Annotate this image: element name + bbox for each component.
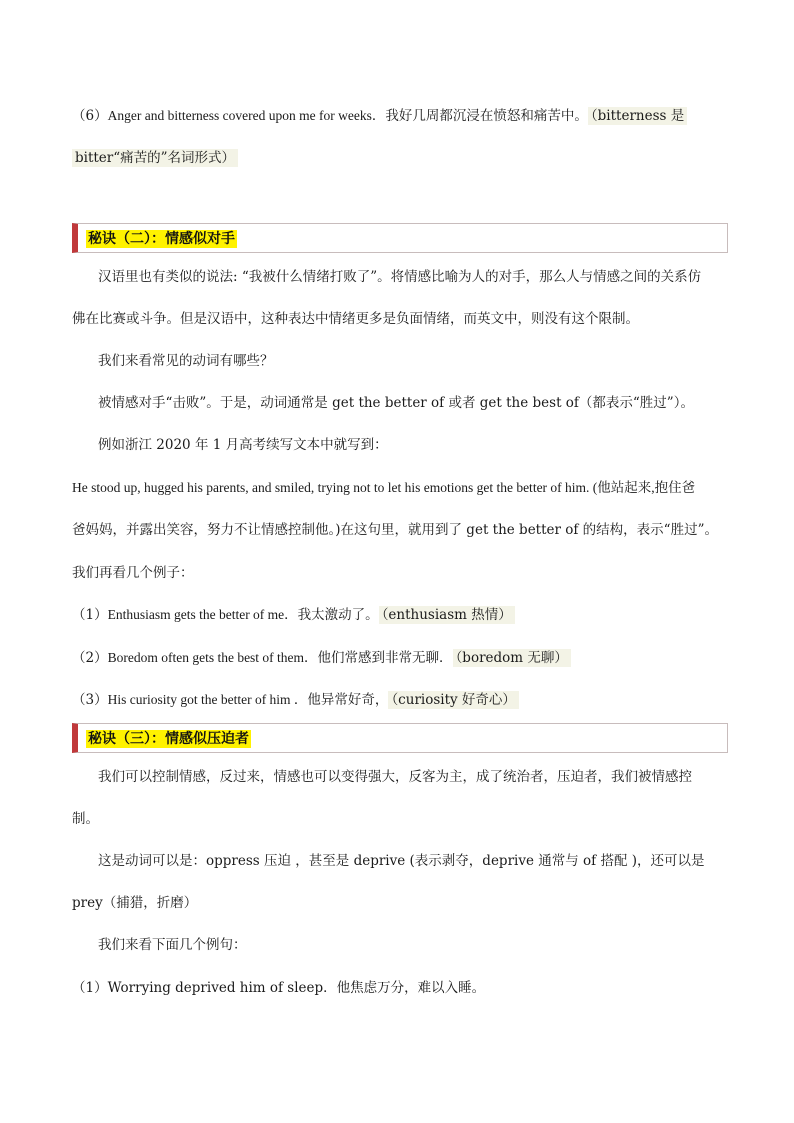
- list-item-text: Enthusiasm gets the better of me．我太激动了。: [107, 607, 379, 622]
- list-item-note: （enthusiasm 热情）: [379, 606, 515, 624]
- example-6-chinese: 我好几周都沉浸在愤怒和痛苦中。: [385, 108, 588, 124]
- example-6-note: （bitterness 是: [588, 107, 687, 125]
- list-item-note: （boredom 无聊）: [453, 649, 571, 667]
- list-item-prefix: （2）: [72, 650, 108, 666]
- list-item: [72, 648, 571, 668]
- section-2-example-cont: 爸妈妈，并露出笑容，努力不让情感控制他。)在这句里，就用到了 get the better of 的结构，表示“胜过”。: [72, 522, 718, 538]
- list-item: [72, 605, 515, 625]
- section-3-para2-cont: prey（捕猎，折磨）: [72, 895, 198, 911]
- example-6-prefix: （6）: [72, 108, 108, 124]
- example-6-continued: [72, 148, 238, 168]
- section-2-example: He stood up, hugged his parents, and smiled, trying not to let his emotions get the better of him. (他站起来,抱住爸: [72, 480, 696, 495]
- section-3-para1: 我们可以控制情感，反过来，情感也可以变得强大，反客为主，成了统治者，压迫者，我们被情感控: [98, 769, 692, 785]
- section-2-para3: 被情感对手“击败”。于是，动词通常是 get the better of 或者 get the best of（都表示“胜过”）。: [98, 395, 694, 411]
- list-item-prefix: （3）: [72, 692, 108, 708]
- section-2-title: 秘诀（二）：情感似对手: [88, 231, 235, 247]
- section-3-title: 秘诀（三）：情感似压迫者: [88, 731, 249, 747]
- section-3-para2: 这是动词可以是：oppress 压迫 ，甚至是 deprive (表示剥夺，deprive 通常与 of 搭配 )，还可以是: [98, 853, 705, 869]
- list-item-note: （curiosity 好奇心）: [388, 691, 519, 709]
- section-2-more: 我们再看几个例子：: [72, 565, 194, 581]
- section-2-para4: 例如浙江 2020 年 1 月高考续写文本中就写到：: [98, 437, 388, 453]
- section-3-header: [72, 723, 728, 753]
- section-2-para1-cont: 佛在比赛或斗争。但是汉语中，这种表达中情绪更多是负面情绪，而英文中，则没有这个限制。: [72, 311, 639, 327]
- list-item-text: His curiosity got the better of him ．他异常好奇，: [107, 692, 389, 707]
- section-3-para1-cont: 制。: [72, 811, 99, 827]
- section-2-para1: 汉语里也有类似的说法: “我被什么情绪打败了”。将情感比喻为人的对手，那么人与情感之间的关系仿: [98, 269, 702, 285]
- section-2-para2: 我们来看常见的动词有哪些？: [98, 353, 274, 369]
- section-2-header: [72, 223, 728, 253]
- example-6: [72, 106, 687, 126]
- example-6-note-cont: bitter“痛苦的”名词形式）: [72, 149, 238, 167]
- list-item-prefix: （1）: [72, 607, 108, 623]
- list-item: [72, 690, 519, 710]
- section-3-para3: 我们来看下面几个例句：: [98, 937, 247, 953]
- list-item-text: Boredom often gets the best of them．他们常感到非常无聊．: [107, 650, 453, 665]
- example-6-english: Anger and bitterness covered upon me for weeks．: [107, 108, 386, 123]
- section-3-example-1: （1）Worrying deprived him of sleep．他焦虑万分，难以入睡。: [72, 980, 486, 996]
